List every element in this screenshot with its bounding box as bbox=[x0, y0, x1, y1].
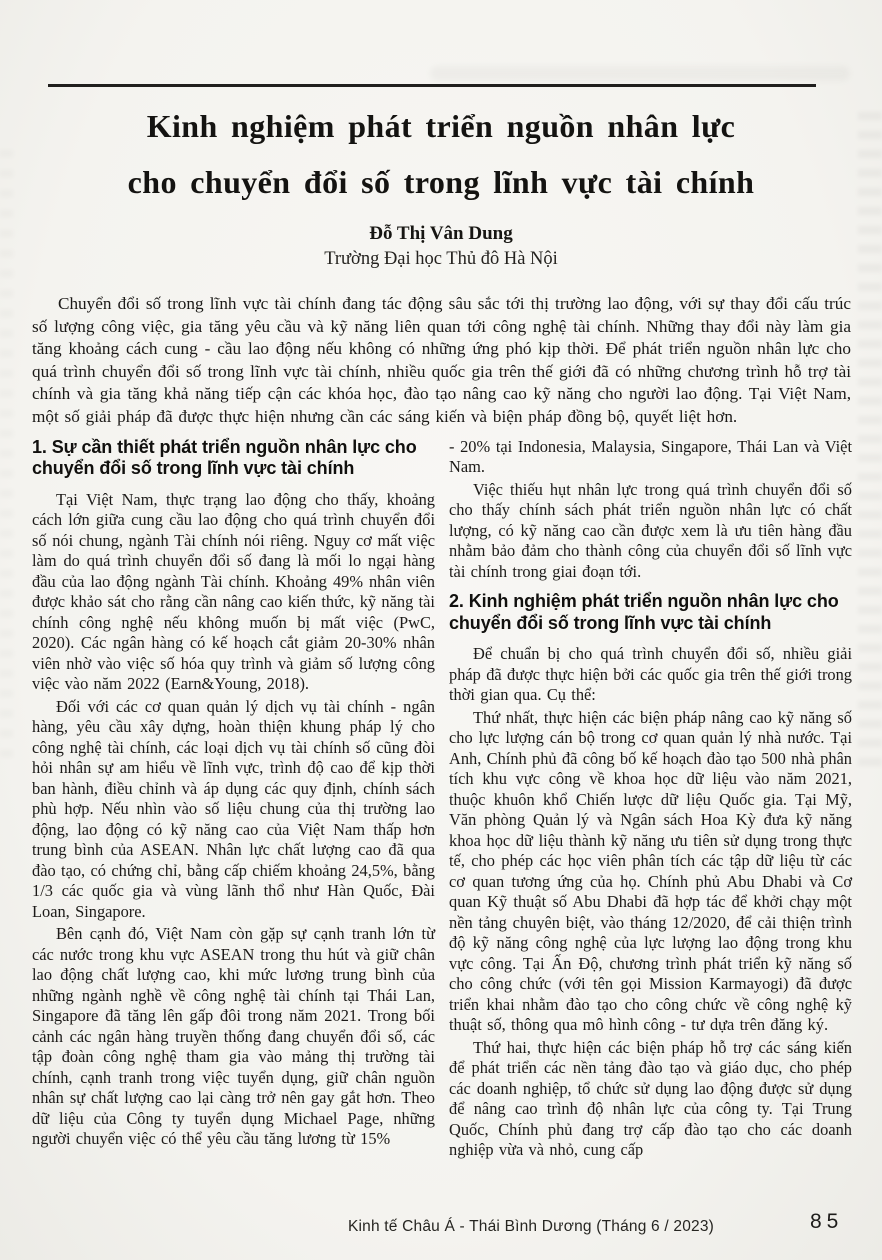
body-paragraph: Đối với các cơ quan quản lý dịch vụ tài chính - ngân hàng, yêu cầu xây dựng, hoàn thiện khung pháp lý cho công nghệ tài chính, các loại dịch vụ tài chính số cũng đòi hỏi nhân sự am hiểu về lĩnh vực, trình độ cao để kịp thời ban hành, điều chỉnh và áp dụng các quy định, chính sách phù hợp. Nếu nhìn vào số liệu chung của thị trường lao động, lao động có kỹ năng cao của Việt Nam thấp hơn trung bình của ASEAN. Nhân lực chất lượng cao đã qua đào tạo, có chứng chỉ, bằng cấp chiếm khoảng 24,5%, bằng 1/3 các quốc gia và vùng lãnh thổ như Hàn Quốc, Đài Loan, Singapore. bbox=[32, 696, 435, 921]
article-title-line2: cho chuyển đổi số trong lĩnh vực tài chính bbox=[127, 164, 755, 200]
body-paragraph: Bên cạnh đó, Việt Nam còn gặp sự cạnh tranh lớn từ các nước trong khu vực ASEAN trong thu hút và giữ chân lao động chất lượng cao, khi mức lương trung bình của những ngành nghề về công nghệ tài chính tại Thái Lan, Singapore đã tăng lên gấp đôi trong năm 2021. Trong bối cảnh các ngân hàng truyền thống đang chuyển đổi số, các tập đoàn công nghệ tham gia vào mảng thị trường tài chính, cạnh tranh trong việc tuyển dụng, giữ chân nguồn nhân sự chất lượng cao lại càng trở nên gay gắt hơn. Theo dữ liệu của Công ty tuyển dụng Michael Page, những người chuyển việc có thể yêu cầu tăng lương từ 15% bbox=[32, 924, 435, 1149]
article-masthead bbox=[0, 0, 882, 270]
article-title-line1: Kinh nghiệm phát triển nguồn nhân lực bbox=[146, 108, 736, 144]
abstract-paragraph: Chuyển đổi số trong lĩnh vực tài chính đang tác động sâu sắc tới thị trường lao động, với sự thay đổi cấu trúc số lượng công việc, gia tăng yêu cầu và kỹ năng liên quan tới công nghệ tài chính. Những thay đổi này làm gia tăng khoảng cách cung - cầu lao động nếu không có những ứng phó kịp thời. Để phát triển nguồn nhân lực cho quá trình chuyển đổi số trong lĩnh vực tài chính, nhiều quốc gia trên thế giới đã có những chương trình hỗ trợ tài chính và gia tăng khả năng tiếp cận các khóa học, đào tạo nâng cao kỹ năng cho người lao động. Tại Việt Nam, một số giải pháp đã được thực hiện nhưng cần các sáng kiến và biện pháp đồng bộ, quyết liệt hơn. bbox=[32, 294, 851, 426]
section-1-heading: 1. Sự cần thiết phát triển nguồn nhân lực cho chuyển đổi số trong lĩnh vực tài chính bbox=[32, 436, 417, 479]
scan-artifact-ghost-text bbox=[0, 150, 13, 770]
body-paragraph: Việc thiếu hụt nhân lực trong quá trình chuyển đổi số cho thấy chính sách phát triển nguồn nhân lực có chất lượng, có kỹ năng cao cần được xem là ưu tiên hàng đầu nhằm bảo đảm cho thành công của chuyển đổi số lĩnh vực tài chính trong giai đoạn tới. bbox=[449, 479, 852, 581]
scan-artifact-ghost-text bbox=[858, 112, 882, 772]
body-paragraph: Thứ nhất, thực hiện các biện pháp nâng cao kỹ năng số cho lực lượng cán bộ trong cơ quan quản lý nhà nước. Tại Anh, Chính phủ đã công bố kế hoạch đào tạo 500 nhà phân tích khu vực công về khoa học dữ liệu vào năm 2021, thuộc khuôn khổ Chiến lược dữ liệu Quốc gia. Tại Mỹ, Văn phòng Quản lý và Ngân sách Hoa Kỳ đưa kỹ năng khoa học dữ liệu thành kỹ năng ưu tiên sử dụng trong thực tế, cho phép các học viên phân tích các tập dữ liệu từ các cơ quan tương ứng của họ. Chính phủ Abu Dhabi và Cơ quan Kỹ thuật số Abu Dhabi đã hợp tác để khởi chạy một nền tảng chuyên biệt, vào tháng 12/2020, để cải thiện trình độ kỹ năng công nghệ của lực lượng lao động trong khu vực công. Tại Ấn Độ, chương trình phát triển kỹ năng số cho công chức (với tên gọi Mission Karmayogi) đã được triển khai nhằm đào tạo cho công chức về công nghệ kỹ thuật số, thông qua mô hình công - tư dựa trên đăng ký. bbox=[449, 707, 852, 1035]
body-paragraph-continuation: - 20% tại Indonesia, Malaysia, Singapore, Thái Lan và Việt Nam. bbox=[449, 436, 852, 477]
article-title bbox=[0, 98, 882, 210]
author-name: Đỗ Thị Vân Dung bbox=[369, 223, 513, 244]
page-number: 85 bbox=[810, 1210, 844, 1233]
two-column-body bbox=[32, 437, 852, 1163]
author-affiliation: Trường Đại học Thủ đô Hà Nội bbox=[324, 249, 558, 269]
body-paragraph: Thứ hai, thực hiện các biện pháp hỗ trợ các sáng kiến để phát triển các nền tảng đào tạo và giáo dục, cho phép các doanh nghiệp, tổ chức sử dụng lao động được sử dụng để nâng cao trình độ nhân lực của công ty. Tại Trung Quốc, Chính phủ đang trợ cấp đào tạo cho các doanh nghiệp vừa và nhỏ, cung cấp bbox=[449, 1037, 852, 1160]
body-paragraph: Tại Việt Nam, thực trạng lao động cho thấy, khoảng cách lớn giữa cung cầu lao động cho quá trình chuyển đổi số nói chung, ngành Tài chính nói riêng. Nguy cơ mất việc làm do quá trình chuyển đổi số đang là mối lo ngại hàng đầu của lao động ngành Tài chính. Khoảng 49% nhân viên được khảo sát cho rằng cần nâng cao kiến thức, kỹ năng tài chính công nghệ nếu không muốn bị mất việc (PwC, 2020). Các ngân hàng có kế hoạch cắt giảm 20-30% nhân viên nhờ vào việc số hóa quy trình và giảm số lượng công việc vào năm 2022 (Earn&Young, 2018). bbox=[32, 489, 435, 694]
header-divider-rule bbox=[48, 84, 816, 87]
scan-artifact-smudge bbox=[430, 66, 850, 81]
body-paragraph: Để chuẩn bị cho quá trình chuyển đổi số, nhiều giải pháp đã được thực hiện bởi các quốc gia trên thế giới trong thời gian qua. Cụ thể: bbox=[449, 644, 852, 705]
section-2-heading: 2. Kinh nghiệm phát triển nguồn nhân lực cho chuyển đổi số trong lĩnh vực tài chính bbox=[449, 591, 839, 633]
left-column bbox=[32, 437, 435, 1163]
right-column bbox=[449, 437, 852, 1163]
journal-footer-text: Kinh tế Châu Á - Thái Bình Dương (Tháng 6 / 2023) bbox=[347, 1218, 715, 1235]
